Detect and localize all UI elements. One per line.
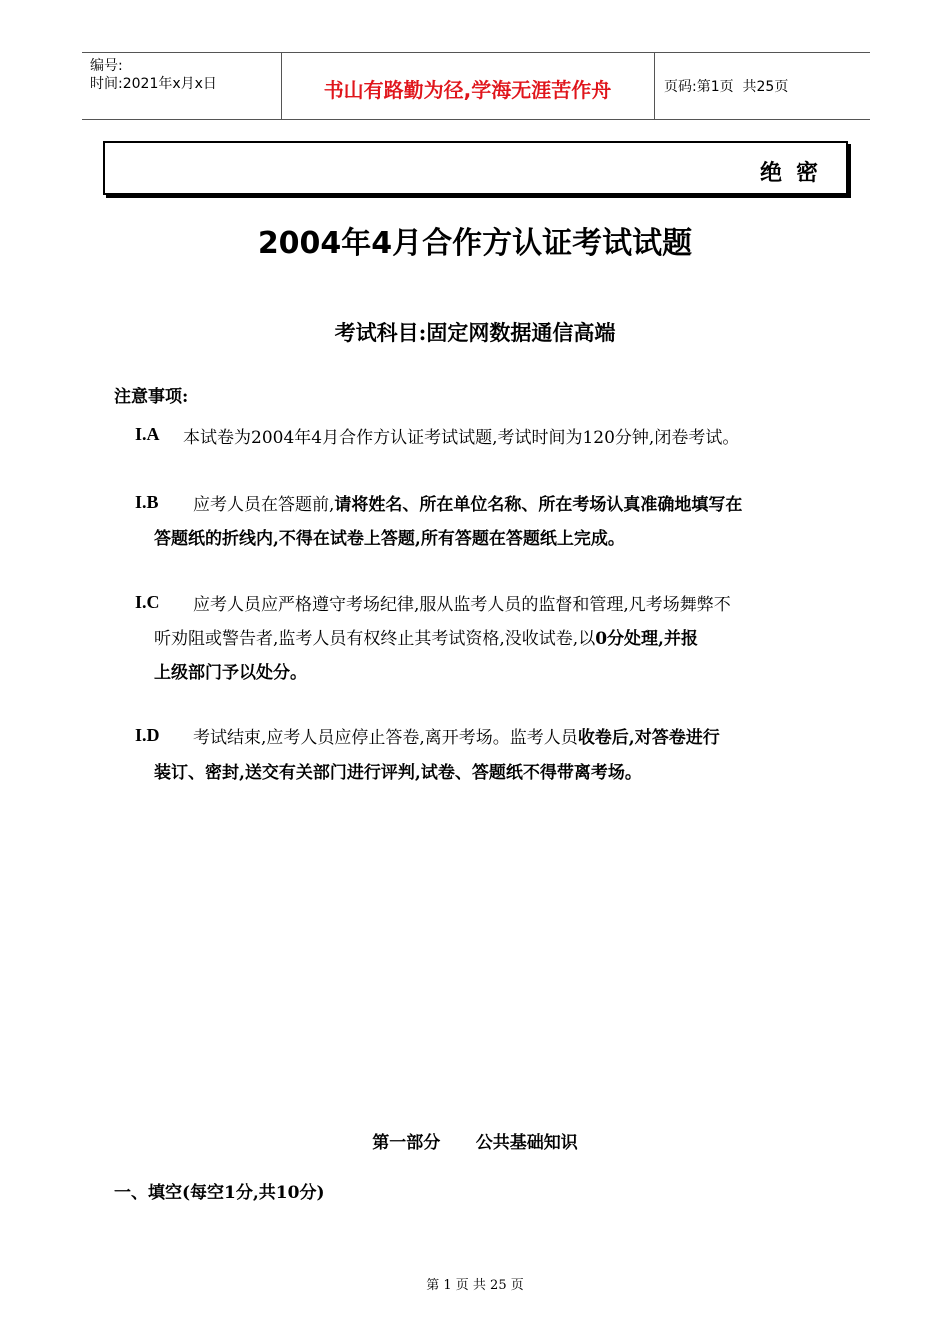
notice-label: I.A (135, 424, 160, 444)
notice-text: 考试结束,应考人员应停止答卷,离开考场。监考人员 (193, 728, 578, 748)
notice-line (193, 721, 720, 755)
notice-line (193, 488, 742, 522)
header-page-info: 页码:第1页 共25页 (664, 79, 789, 95)
classification-label: 绝密 (759, 161, 832, 186)
header-bottom-rule (82, 119, 870, 120)
notice-line (183, 421, 739, 455)
doc-number-label: 编号: (90, 58, 123, 74)
notice-text-bold: 答题纸的折线内,不得在试卷上答题,所有答题在答题纸上完成。 (154, 529, 625, 549)
notice-item (135, 492, 159, 513)
notice-text-bold: 请将姓名、所在单位名称、所在考场认真准确地填写在 (334, 495, 743, 515)
notice-text-bold: 装订、密封,送交有关部门进行评判,试卷、答题纸不得带离考场。 (154, 763, 642, 783)
notice-label: I.C (135, 592, 160, 612)
notice-heading: 注意事项: (114, 387, 189, 407)
notice-line (193, 588, 731, 622)
header-top-rule (82, 52, 870, 53)
notice-label: I.B (135, 492, 159, 512)
notice-line (154, 622, 698, 656)
page-footer: 第 1 页 共 25 页 (426, 1278, 524, 1293)
notice-line (154, 656, 307, 690)
notice-text-bold: 0分处理,并报 (595, 629, 698, 649)
notice-item (135, 424, 160, 445)
notice-text: 听劝阻或警告者,监考人员有权终止其考试资格,没收试卷,以 (154, 629, 596, 649)
notice-text-bold: 上级部门予以处分。 (154, 663, 307, 683)
notice-item (135, 592, 160, 613)
part-title: 第一部分 公共基础知识 (372, 1133, 578, 1153)
notice-text: 应考人员在答题前, (193, 495, 335, 515)
header-divider (654, 52, 655, 119)
exam-subject: 考试科目:固定网数据通信高端 (334, 320, 616, 345)
notice-label: I.D (135, 725, 160, 745)
notice-line (154, 756, 642, 790)
header-motto: 书山有路勤为径,学海无涯苦作舟 (323, 78, 612, 102)
classification-box (103, 141, 848, 195)
doc-time-label: 时间:2021年x月x日 (90, 76, 217, 92)
notice-text: 本试卷为2004年4月合作方认证考试试题,考试时间为120分钟,闭卷考试。 (183, 428, 740, 448)
notice-item (135, 725, 160, 746)
notice-text-bold: 收卷后,对答卷进行 (577, 728, 720, 748)
exam-title: 2004年4月合作方认证考试试题 (257, 226, 693, 261)
notice-line (154, 522, 625, 556)
notice-text: 应考人员应严格遵守考场纪律,服从监考人员的监督和管理,凡考场舞弊不 (193, 595, 731, 615)
section-title: 一、填空(每空1分,共10分) (114, 1183, 325, 1203)
